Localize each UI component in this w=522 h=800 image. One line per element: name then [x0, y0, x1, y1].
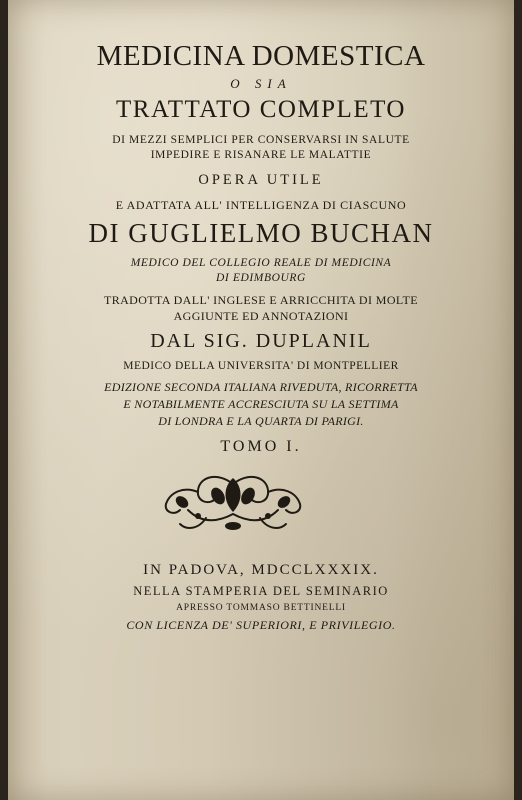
- subtitle-description-line1: DI MEZZI SEMPLICI PER CONSERVARSI IN SALUTE: [112, 134, 410, 146]
- translator-name: DAL SIG. DUPLANIL: [150, 330, 372, 352]
- translation-note-line2: AGGIUNTE ED ANNOTAZIONI: [173, 309, 349, 323]
- author-title-line2: DI EDIMBOURG: [216, 272, 306, 284]
- opera-utile: OPERA UTILE: [198, 172, 324, 188]
- adattata-line: E ADATTATA ALL' INTELLIGENZA DI CIASCUNO: [115, 198, 407, 212]
- book-subtitle: TRATTATO COMPLETO: [116, 96, 406, 123]
- title-connector: O SIA: [230, 76, 292, 91]
- edition-line1: EDIZIONE SECONDA ITALIANA RIVEDUTA, RICORRETTA: [104, 380, 418, 394]
- subtitle-description-line2: IMPEDIRE E RISANARE LE MALATTIE: [150, 149, 372, 161]
- imprint-license: CON LICENZA DE' SUPERIORI, E PRIVILEGIO.: [126, 618, 396, 632]
- author-title-line1: MEDICO DEL COLLEGIO REALE DI MEDICINA: [130, 257, 392, 269]
- translator-title: MEDICO DELLA UNIVERSITA' DI MONTPELLIER: [123, 360, 399, 372]
- author-name: DI GUGLIELMO BUCHAN: [88, 218, 434, 248]
- edition-line2: E NOTABILMENTE ACCRESCIUTA SU LA SETTIMA: [123, 397, 399, 411]
- edition-line3: DI LONDRA E LA QUARTA DI PARIGI.: [158, 414, 364, 428]
- title-page: [8, 0, 514, 800]
- imprint-printer: APRESSO TOMMASO BETTINELLI: [176, 603, 346, 613]
- translation-note-line1: TRADOTTA DALL' INGLESE E ARRICCHITA DI MOLTE: [103, 293, 419, 307]
- volume-number: TOMO I.: [220, 438, 302, 455]
- floral-ornament-icon: [158, 470, 308, 536]
- imprint-place-year: IN PADOVA, MDCCLXXXIX.: [143, 562, 379, 578]
- imprint-press: NELLA STAMPERIA DEL SEMINARIO: [133, 584, 389, 598]
- book-title: MEDICINA DOMESTICA: [96, 40, 426, 72]
